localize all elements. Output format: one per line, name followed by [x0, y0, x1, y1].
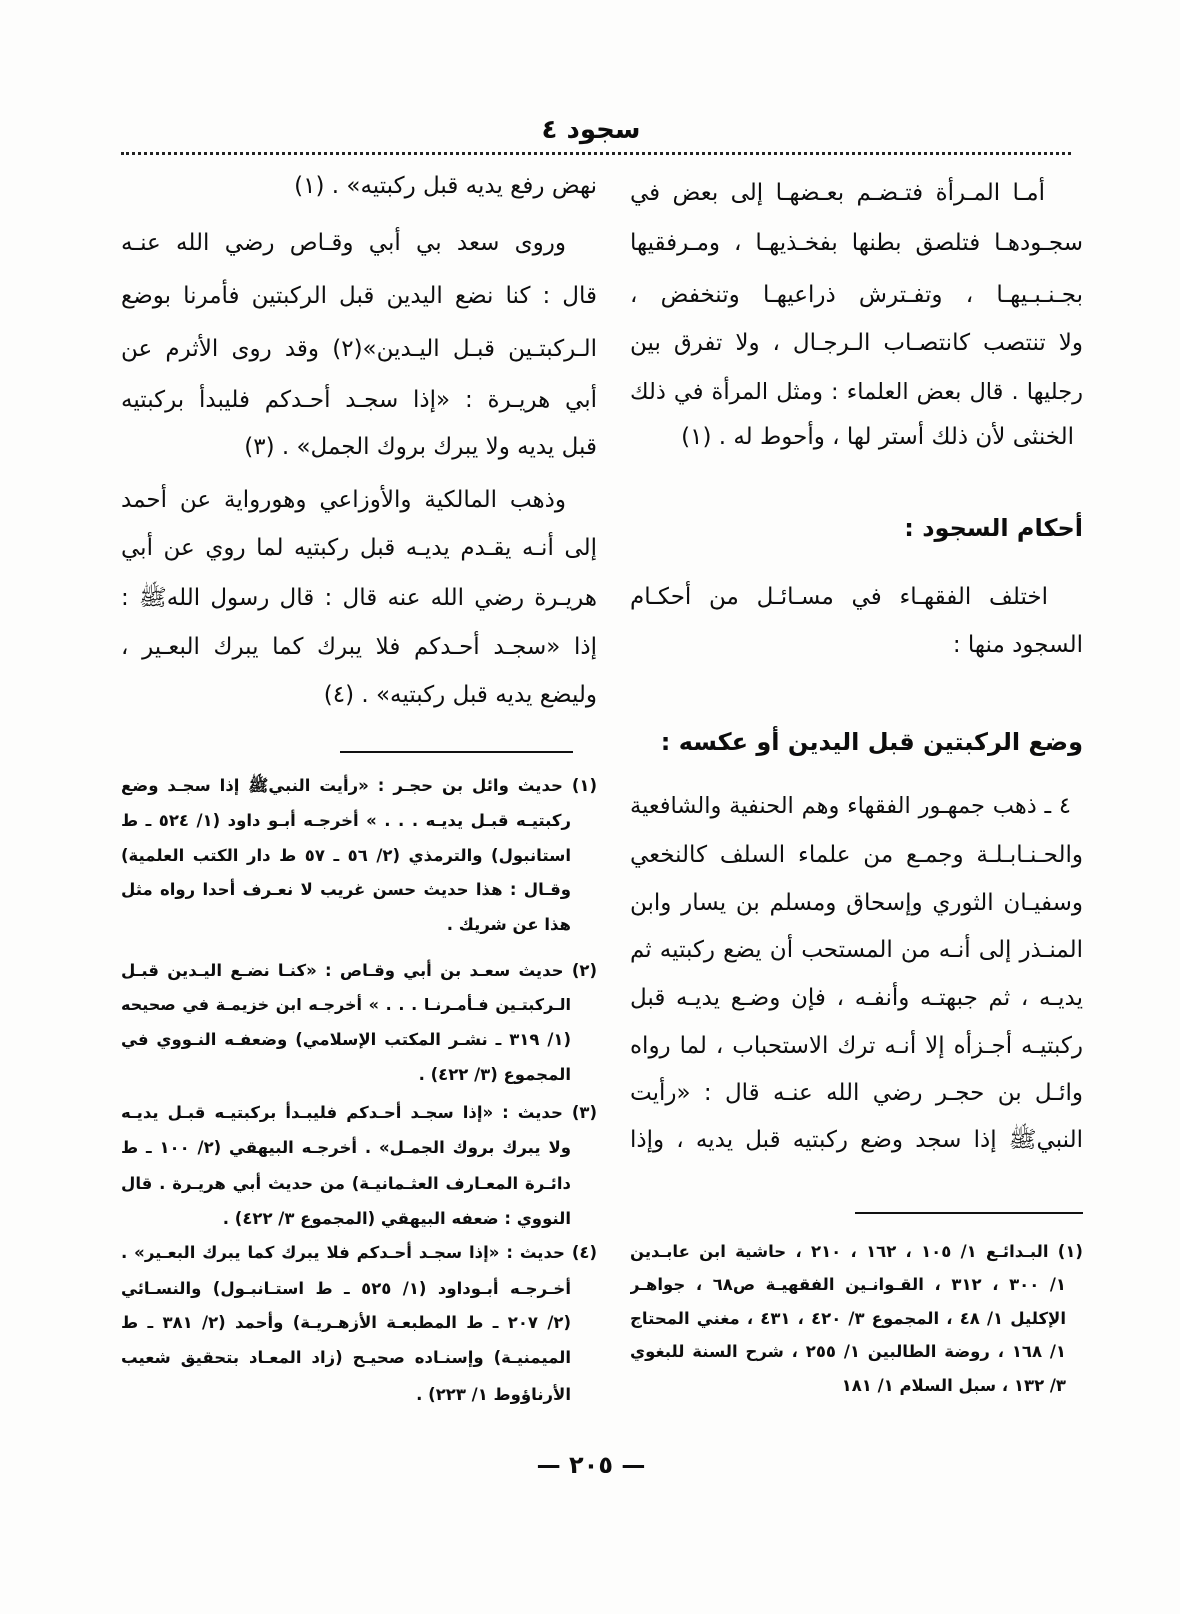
left-para2-line: إذا «سجـد أحـدكم فلا يبرك كما يبرك البعـير ،	[121, 634, 597, 660]
left-footnote-line: (١) حديث وائل بن حجـر : «رأيت النبيﷺ إذا سجـد وضع	[121, 776, 597, 795]
left-footnote-line: أخـرجـه أبـوداود (١/ ٥٢٥ ـ ط استـانبـول) والنسـائي	[121, 1279, 571, 1298]
right-para3-line: وائـل بن حجـر رضي الله عنـه قال : «رأيت	[630, 1080, 1083, 1106]
right-para3-line: والحـنـابـلـة وجمـع من علماء السلف كالنخعي	[630, 842, 1083, 868]
right-para2-line: السجود منها :	[952, 632, 1083, 658]
right-footnote-separator	[855, 1212, 1083, 1214]
right-para3-line: النبيﷺ إذا سجد وضع ركبتيه قبل يديه ، وإذا	[630, 1127, 1083, 1153]
left-footnote-line: استانبول) والترمذي (٢/ ٥٦ ـ ٥٧ ط دار الكتب العلمية)	[121, 846, 571, 865]
right-footnote-line: (١) البـدائـع ١/ ١٠٥ ، ١٦٢ ، ٢١٠ ، حاشية ابن عابـدين	[630, 1242, 1083, 1261]
left-para1-line: نهض رفع يديه قبل ركبتيه» . (١)	[294, 173, 597, 199]
right-para2-line: اختلف الفقهـاء في مسـائـل من أحكـام	[630, 584, 1048, 610]
right-para1-line: الخنثى لأن ذلك أستر لها ، وأحوط له . (١)	[681, 424, 1074, 450]
running-header-title: سجود ٤	[541, 115, 641, 145]
left-footnote-line: ولا يبرك بروك الجمـل» . أخرجـه البيهقي (٢/ ١٠٠ ـ ط	[121, 1138, 571, 1157]
left-footnote-line: (٢/ ٢٠٧ ـ ط المطبعـة الأزهـريـة) وأحمد (٢/ ٣٨١ ـ ط	[121, 1313, 571, 1332]
left-footnote-line: وقـال : هذا حديث حسن غريب لا نعـرف أحدا رواه مثل	[121, 880, 571, 899]
section-heading-sujud-rulings: أحكام السجود :	[904, 514, 1083, 542]
left-footnote-line: دائـرة المعـارف العثـمانيـة) من حديث أبي هريـرة . قال	[121, 1174, 571, 1193]
right-footnote-line: الإكليل ١/ ٤٨ ، المجموع ٣/ ٤٢٠ ، ٤٣١ ، مغني المحتاج	[630, 1309, 1066, 1328]
left-para2-line: وليضع يديه قبل ركبتيه» . (٤)	[323, 682, 597, 708]
right-para3-line: يديـه ، ثم جبهتـه وأنفـه ، فإن وضـع يديـه قبل	[630, 985, 1083, 1011]
left-footnote-line: النووي : ضعفه البيهقي (المجموع ٣/ ٤٢٢) .	[222, 1209, 571, 1228]
left-footnote-line: هذا عن شريك .	[446, 915, 571, 934]
left-para1-line: الـركبتـين قبـل اليـدين»(٢) وقد روى الأثرم عن	[121, 336, 597, 362]
right-para3-line: المنـذر إلى أنـه من المستحب أن يضع ركبتيه ثم	[630, 937, 1083, 963]
left-footnote-line: (٣) حديث : «إذا سجـد أحـدكم فليبـدأ بركبتيـه قبـل يديـه	[121, 1103, 597, 1122]
left-para1-line: وروى سعد بي أبي وقـاص رضي الله عنـه	[121, 230, 566, 256]
page-number: — ٢٠٥ —	[536, 1451, 646, 1479]
left-footnote-line: الميمنيـة) وإسنـاده صحيـح (زاد المعـاد بتحقيق شعيب	[121, 1348, 571, 1367]
left-para1-line: أبي هريـرة : «إذا سجـد أحـدكم فليبدأ بركبتيه	[121, 387, 597, 413]
left-footnote-line: المجموع (٣/ ٤٢٢) .	[418, 1065, 571, 1084]
header-dotted-rule	[121, 152, 1071, 155]
right-para1-line: رجليها . قال بعض العلماء : ومثل المرأة في ذلك	[630, 379, 1083, 405]
left-para1-line: قبل يديه ولا يبرك بروك الجمل» . (٣)	[244, 434, 597, 460]
left-footnote-separator	[340, 751, 573, 753]
left-para2-line: وذهب المالكية والأوزاعي وهورواية عن أحمد	[121, 487, 566, 513]
right-para3-line: ركبتيـه أجـزأه إلا أنـه ترك الاستحباب ، لما رواه	[630, 1033, 1083, 1059]
left-para2-line: إلى أنـه يقـدم يديـه قبل ركبتيه لما روي عن أبي	[121, 535, 597, 561]
left-para1-line: قال : كنا نضع اليدين قبل الركبتين فأمرنا بوضع	[121, 283, 597, 309]
left-footnote-line: ركبتيـه قبـل يديـه . . . » أخرجـه أبـو داود (١/ ٥٢٤ ـ ط	[121, 811, 571, 830]
left-footnote-line: الـركبتـين فـأمـرنـا . . . » أخرجـه ابن خزيمـة في صحيحه	[121, 995, 571, 1014]
right-para3-line: وسفيـان الثوري وإسحاق ومسلم بن يسار وابن	[630, 890, 1083, 916]
right-para3-line: ٤ ـ ذهب جمهـور الفقهاء وهم الحنفية والشافعية	[630, 793, 1071, 819]
right-para1-line: بجـنـبـيهـا ، وتفـترش ذراعيهـا وتنخفض ،	[630, 282, 1083, 308]
right-para1-line: أمـا المـرأة فتـضـم بعـضهـا إلى بعض في	[630, 180, 1045, 206]
left-footnote-line: (٢) حديث سعـد بن أبي وقـاص : «كنـا نضـع اليـدين قبـل	[121, 961, 597, 980]
right-footnote-line: ٣/ ١٣٢ ، سبل السلام ١/ ١٨١	[841, 1376, 1066, 1395]
right-para1-line: ولا تنتصب كانتصـاب الـرجـال ، ولا تفرق بين	[630, 330, 1083, 356]
right-footnote-line: ١/ ٣٠٠ ، ٣١٢ ، القـوانـين الفقهيـة ص٦٨ ، جواهـر	[630, 1275, 1066, 1294]
right-footnote-line: ١/ ١٦٨ ، روضة الطالبين ١/ ٢٥٥ ، شرح السنة للبغوي	[630, 1342, 1066, 1361]
left-footnote-line: (٤) حديث : «إذا سجـد أحـدكم فلا يبرك كما يبرك البعـير» .	[121, 1243, 597, 1262]
left-para2-line: هريـرة رضي الله عنه قال : قال رسول اللهﷺ :	[121, 585, 597, 611]
left-footnote-line: الأرناؤوط ١/ ٢٢٣) .	[416, 1385, 571, 1404]
left-footnote-line: (١/ ٣١٩ ـ نشـر المكتب الإسلامي) وضعفـه النـووي في	[121, 1030, 571, 1049]
right-para1-line: سجـودهـا فتلصق بطنها بفخـذيهـا ، ومـرفقيها	[630, 230, 1083, 256]
section-heading-knees-before-hands: وضع الركبتين قبل اليدين أو عكسه :	[660, 728, 1083, 756]
